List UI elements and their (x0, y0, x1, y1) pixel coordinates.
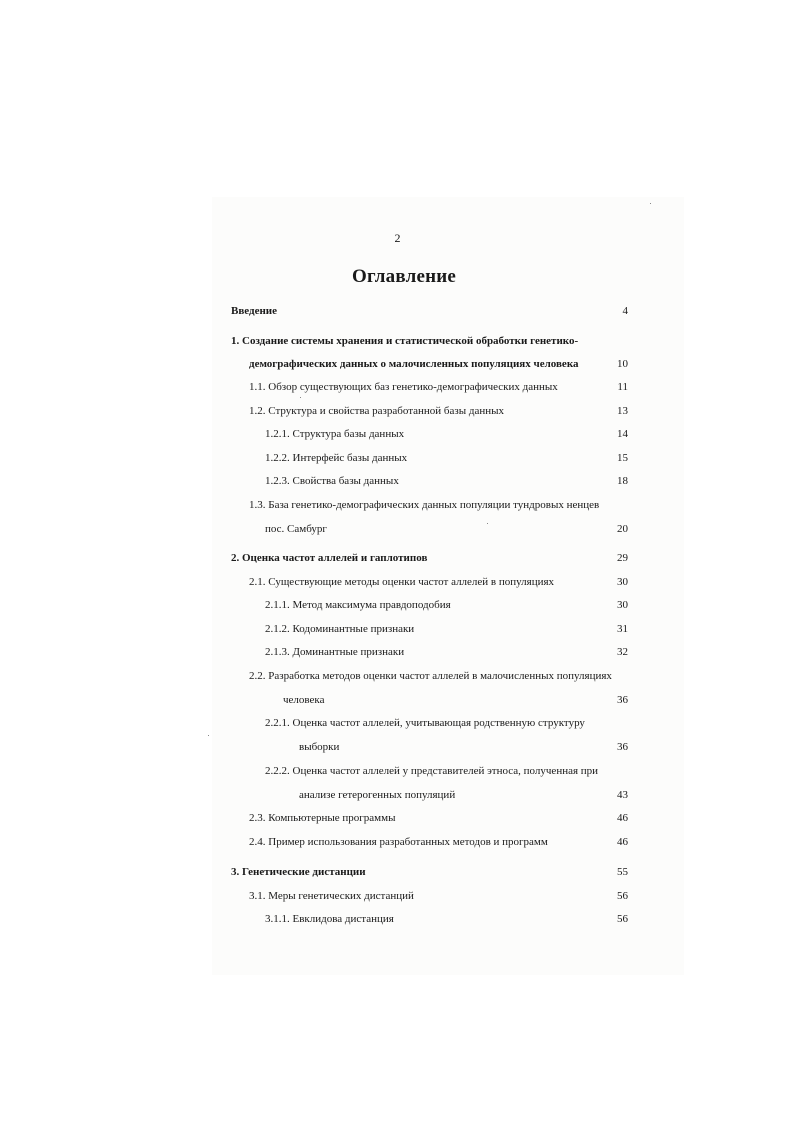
toc-s2-3-page: 46 (617, 812, 628, 824)
toc-s2-2-line2: человека (283, 694, 325, 706)
page-number: 2 (394, 231, 401, 245)
scan-speck (208, 735, 209, 736)
toc-s2-4-label: 2.4. Пример использования разработанных методов и программ (249, 836, 548, 848)
toc-s2-1-2-page: 31 (617, 623, 628, 635)
toc-s2-4-page: 46 (617, 836, 628, 848)
toc-s2-1-1-label: 2.1.1. Метод максимума правдоподобия (265, 599, 451, 611)
toc-s3-1-page: 56 (617, 890, 628, 902)
toc-ch3-page: 55 (617, 866, 628, 878)
toc-s2-1-3-label: 2.1.3. Доминантные признаки (265, 646, 405, 658)
toc-s2-1-page: 30 (617, 576, 628, 588)
page-title: Оглавление (351, 266, 457, 287)
toc-s1-2-1-page: 14 (617, 428, 628, 440)
toc-s1-2-2-label: 1.2.2. Интерфейс базы данных (265, 452, 408, 464)
toc-intro-page: 4 (622, 305, 628, 317)
toc-s2-1-2-label: 2.1.2. Кодоминантные признаки (265, 623, 415, 635)
toc-s2-2-1-page: 36 (617, 741, 628, 753)
toc-s2-2-1-line1: 2.2.1. Оценка частот аллелей, учитывающая родственную структуру (265, 717, 585, 729)
toc-s1-2-2-page: 15 (617, 452, 628, 464)
toc-s2-1-label: 2.1. Существующие методы оценки частот аллелей в популяциях (249, 576, 555, 588)
toc-s2-2-line1: 2.2. Разработка методов оценки частот аллелей в малочисленных популяциях (249, 670, 612, 682)
toc-ch1-page: 10 (617, 358, 628, 370)
toc-s2-1-1-page: 30 (617, 599, 628, 611)
toc-s1-2-3-page: 18 (617, 475, 628, 487)
toc-s2-2-2-page: 43 (617, 789, 628, 801)
toc-ch2-page: 29 (617, 552, 628, 564)
toc-ch1-line1: 1. Создание системы хранения и статистической обработки генетико- (231, 335, 579, 347)
scan-speck (487, 523, 488, 524)
toc-s2-2-2-line1: 2.2.2. Оценка частот аллелей у представителей этноса, полученная при (265, 765, 599, 777)
toc-s1-3-line1: 1.3. База генетико-демографических данных популяции тундровых ненцев (249, 499, 600, 511)
toc-s1-2-1-label: 1.2.1. Структура базы данных (265, 428, 405, 440)
toc-s2-2-1-line2: выборки (299, 741, 340, 753)
toc-s1-1-page: 11 (617, 381, 628, 393)
toc-s2-2-page: 36 (617, 694, 628, 706)
toc-s3-1-1-label: 3.1.1. Евклидова дистанция (265, 913, 394, 925)
toc-s1-3-line2: пос. Самбург (265, 523, 327, 535)
toc-s2-1-3-page: 32 (617, 646, 628, 658)
toc-s1-2-label: 1.2. Структура и свойства разработанной базы данных (249, 405, 505, 417)
toc-s1-3-page: 20 (617, 523, 628, 535)
toc-ch1-line2: демографических данных о малочисленных популяциях человека (249, 358, 579, 370)
toc-s1-2-3-label: 1.2.3. Свойства базы данных (265, 475, 399, 487)
toc-s1-1-label: 1.1. Обзор существующих баз генетико-демографических данных (249, 381, 558, 393)
scan-speck (650, 203, 651, 204)
toc-s3-1-1-page: 56 (617, 913, 628, 925)
toc-s2-3-label: 2.3. Компьютерные программы (249, 812, 396, 824)
toc-s2-2-2-line2: анализе гетерогенных популяций (299, 789, 456, 801)
scan-speck (300, 397, 301, 398)
toc-intro-label: Введение (231, 305, 278, 317)
toc-ch3-label: 3. Генетические дистанции (231, 866, 366, 878)
toc-s3-1-label: 3.1. Меры генетических дистанций (249, 890, 414, 902)
toc-s1-2-page: 13 (617, 405, 628, 417)
toc-ch2-label: 2. Оценка частот аллелей и гаплотипов (231, 552, 428, 564)
